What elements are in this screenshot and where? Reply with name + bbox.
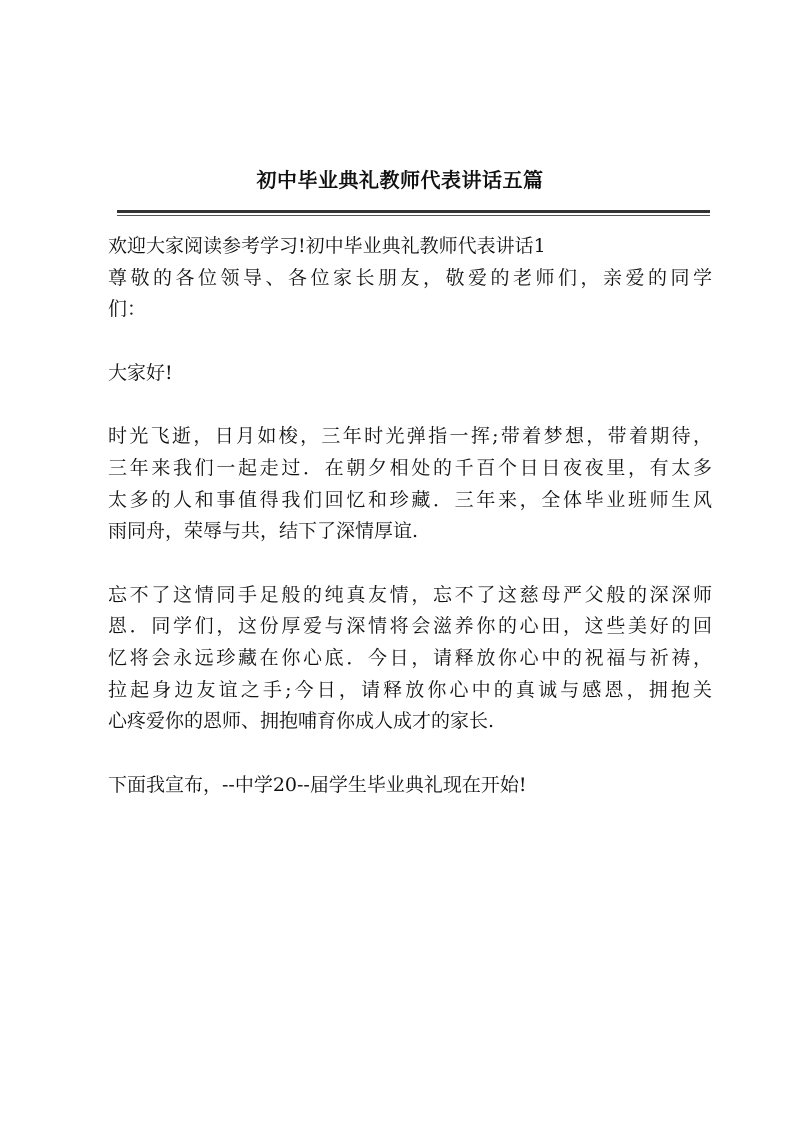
paragraph-2-line-5: 心疼爱你的恩师、拥抱哺育你成人成才的家长.	[108, 710, 495, 733]
paragraph-2-line-4: 拉起身边友谊之手;今日，请释放你心中的真诚与感恩，拥抱关	[108, 678, 712, 701]
paragraph-2-line-3: 忆将会永远珍藏在你心底．今日，请释放你心中的祝福与祈祷，	[108, 646, 712, 669]
title-underline-thin	[117, 215, 710, 216]
paragraph-1-line-2: 三年来我们一起走过．在朝夕相处的千百个日日夜夜里，有太多	[108, 456, 712, 479]
greeting-line: 大家好!	[108, 361, 173, 384]
document-title: 初中毕业典礼教师代表讲话五篇	[256, 168, 544, 192]
blank-line	[108, 389, 712, 421]
paragraph-1-line-3: 太多的人和事值得我们回忆和珍藏．三年来，全体毕业班师生风	[108, 488, 712, 511]
intro-line: 欢迎大家阅读参考学习!初中毕业典礼教师代表讲话1	[108, 235, 546, 257]
blank-line	[108, 326, 712, 358]
blank-line	[108, 738, 712, 770]
blank-line	[108, 548, 712, 580]
paragraph-1-line-1: 时光飞逝，日月如梭，三年时光弹指一挥;带着梦想，带着期待，	[108, 425, 712, 448]
document-body	[108, 231, 712, 801]
title-underline-thick	[117, 210, 710, 213]
salutation-line-1: 尊敬的各位领导、各位家长朋友，敬爱的老师们，亲爱的同学	[108, 266, 712, 289]
paragraph-3-line-1: 下面我宣布，--中学20--届学生毕业典礼现在开始!	[108, 773, 527, 796]
paragraph-2-line-2: 恩．同学们，这份厚爱与深情将会滋养你的心田，这些美好的回	[108, 615, 712, 638]
salutation-line-2: 们：	[108, 298, 147, 321]
paragraph-2-line-1: 忘不了这情同手足般的纯真友情，忘不了这慈母严父般的深深师	[108, 583, 712, 606]
paragraph-1-line-4: 雨同舟，荣辱与共，结下了深情厚谊.	[108, 520, 419, 543]
